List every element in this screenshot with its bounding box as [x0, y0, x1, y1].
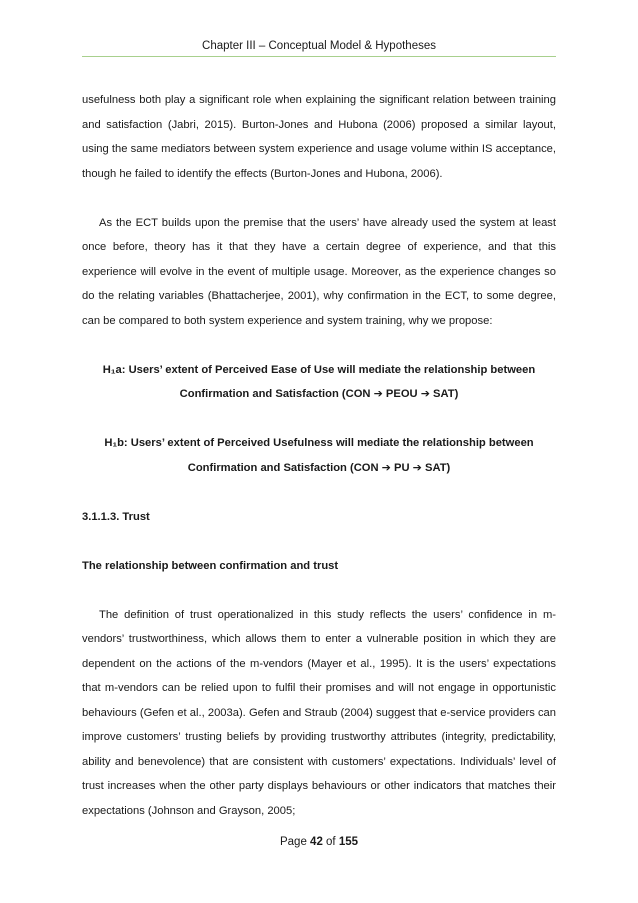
header-rule — [82, 56, 556, 57]
paragraph-spacer — [82, 186, 556, 211]
hypothesis-h1b-path-start: Confirmation and Satisfaction (CON — [187, 461, 382, 474]
page-of-label: of — [322, 836, 339, 848]
subsection-heading: The relationship between confirmation and trust — [82, 559, 339, 572]
paragraph-spacer — [82, 407, 556, 432]
hypothesis-h1a — [82, 358, 556, 407]
hypothesis-h1a-mediator: PEOU — [382, 388, 421, 400]
arrow-right-icon: ➔ — [373, 387, 383, 400]
arrow-right-icon: ➔ — [412, 460, 422, 474]
hypothesis-h1b-label: H₁b — [104, 437, 124, 449]
hypothesis-h1a-path-start: Confirmation and Satisfaction (CON — [179, 388, 374, 400]
arrow-right-icon: ➔ — [381, 460, 391, 474]
hypothesis-h1a-line1 — [82, 358, 556, 383]
paragraph-spacer — [82, 529, 556, 554]
hypothesis-h1a-text: : Users’ extent of Perceived Ease of Use will mediate the relationship between — [121, 363, 536, 376]
hypothesis-h1a-label: H₁a — [102, 363, 122, 376]
paragraph-2: As the ECT builds upon the premise that the users’ have already used the system at least once before, theory has it that they have a certain degree of experience, and that this experience will evolve in the event of multiple usage. Moreover, as the experience changes so do the relating variables (Bhattacherjee, 2001), why confirmation in the ECT, to some degree, can be compared to both system experience and system training, why we propose: — [82, 216, 556, 327]
hypothesis-h1b-line1 — [82, 431, 556, 456]
paragraph-spacer — [82, 333, 556, 358]
page-prefix: Page — [279, 836, 311, 848]
paragraph-spacer — [82, 480, 556, 505]
page-number: 42 — [310, 836, 323, 848]
hypothesis-h1a-line2 — [82, 382, 556, 407]
paragraph-1: usefulness both play a significant role when explaining the significant relation between training and satisfaction (Jabri, 2015). Burton-Jones and Hubona (2006) proposed a similar layout, using the same mediators between system experience and usage volume within IS acceptance, though he failed to identify the effects (Burton-Jones and Hubona, 2006). — [82, 94, 556, 180]
hypothesis-h1b-path-end: SAT) — [421, 461, 451, 474]
running-header: Chapter III – Conceptual Model & Hypotheses — [202, 40, 436, 52]
page-total: 155 — [338, 836, 359, 848]
page-body — [82, 88, 556, 823]
hypothesis-h1b-line2 — [82, 456, 556, 481]
hypothesis-h1b-mediator: PU — [390, 461, 413, 474]
paragraph-3: The definition of trust operationalized in this study reflects the users’ confidence in m-vendors’ trustworthiness, which allows them to enter a vulnerable position in which they are dependent on the actions of the m-vendors (Mayer et al., 1995). It is the users’ expectations that m-vendors can be relied upon to fulfil their promises and will not engage in opportunistic behaviours (Gefen et al., 2003a). Gefen and Straub (2004) suggest that e-service providers can improve customers’ trusting beliefs by providing trustworthy attributes (integrity, predictability, ability and benevolence) that are consistent with customers’ expectations. Individuals’ level of trust increases when the other party displays behaviours or other indicators that matches their expectations (Johnson and Grayson, 2005; — [82, 608, 556, 817]
paragraph-spacer — [82, 578, 556, 603]
arrow-right-icon: ➔ — [420, 387, 430, 400]
hypothesis-h1b — [82, 431, 556, 480]
hypothesis-h1b-text: : Users’ extent of Perceived Usefulness will mediate the relationship between — [123, 437, 534, 449]
page-footer — [82, 836, 556, 848]
hypothesis-h1a-path-end: SAT) — [429, 388, 459, 400]
section-heading: 3.1.1.3. Trust — [82, 510, 150, 523]
